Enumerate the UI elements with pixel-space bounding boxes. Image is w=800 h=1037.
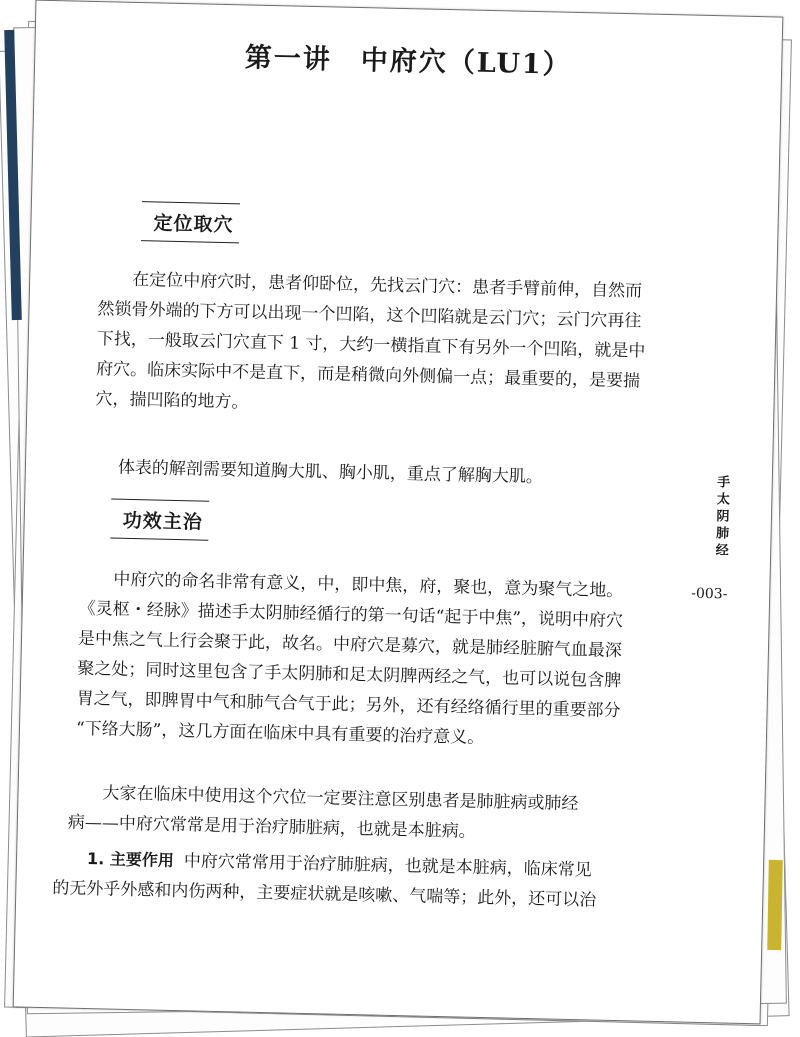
paragraph-clinical-note [68,778,629,851]
text-line: 体表的解剖需要知道胸大肌、胸小肌，重点了解胸大肌。 [117,457,544,488]
text-line: 的无外乎外感和内伤两种，主要症状就是咳嗽、气喘等；此外，还可以治 [52,878,597,911]
side-tab-char: 经 [715,543,729,559]
text-line: 穴，揣凹陷的地方。 [95,389,249,413]
side-tab-char: 太 [716,492,731,508]
text-line: 在定位中府穴时，患者仰卧位，先找云门穴：患者手臂前伸，自然而 [131,269,643,302]
text-line: 下找，一般取云门穴直下 1 寸，大约一横指直下有另外一个凹陷，就是中 [96,329,646,362]
book-edge-yellow [767,860,783,950]
book-page [13,0,784,1024]
text-line: 府穴。临床实际中不是直下，而是稍微向外侧偏一点；最重要的，是要揣 [95,359,641,392]
page-number: -003- [691,585,728,603]
text-line: 然锁骨外端的下方可以出现一个凹陷，这个凹陷就是云门穴；云门穴再往 [97,299,642,332]
chapter-title: 第一讲 中府穴（LU1） [244,42,572,81]
section-heading-location [141,201,240,243]
paragraph-naming [76,564,650,757]
section-heading-label: 功效主治 [122,509,203,534]
subsection-term: 1. 主要作用 [86,849,175,871]
paragraph-main-function [52,843,623,916]
text-line: 大家在临床中使用这个穴位一定要注意区别患者是肺脏病或肺经 [102,783,579,815]
text-line: 病——中府穴常常是用于治疗肺脏病，也就是本脏病。 [67,812,476,842]
section-heading-label: 定位取穴 [153,212,234,237]
paragraph-anatomy [118,453,679,496]
side-tab-char: 阴 [716,509,730,525]
text-line: 中府穴的命名非常有意义，中，即中焦，府，聚也，意为聚气之地。 [113,569,624,602]
side-tab-meridian [710,474,736,560]
side-tab-char: 手 [717,475,731,491]
subsection-text: 中府穴常常用于治疗肺脏病，也就是本脏病，临床常见 [183,851,592,881]
section-heading-efficacy [110,498,209,540]
text-line: 《灵枢・经脉》描述手太阴肺经循行的第一句话“起于中焦”，说明中府穴 [78,598,624,632]
text-line: 聚之处；同时这里包含了手太阴肺和足太阴脾两经之气，也可以说包含脾 [77,658,622,692]
paragraph-location [95,264,680,427]
text-line: “下络大肠”，这几方面在临床中具有重要的治疗意义。 [75,718,485,749]
side-tab-char: 肺 [715,526,730,542]
text-line: 是中焦之气上行会聚于此，故名。中府穴是募穴，就是肺经脏腑气血最深 [77,628,623,662]
text-line: 胃之气，即脾胃中气和肺气合气于此；另外，还有经络循行里的重要部分 [76,688,621,722]
